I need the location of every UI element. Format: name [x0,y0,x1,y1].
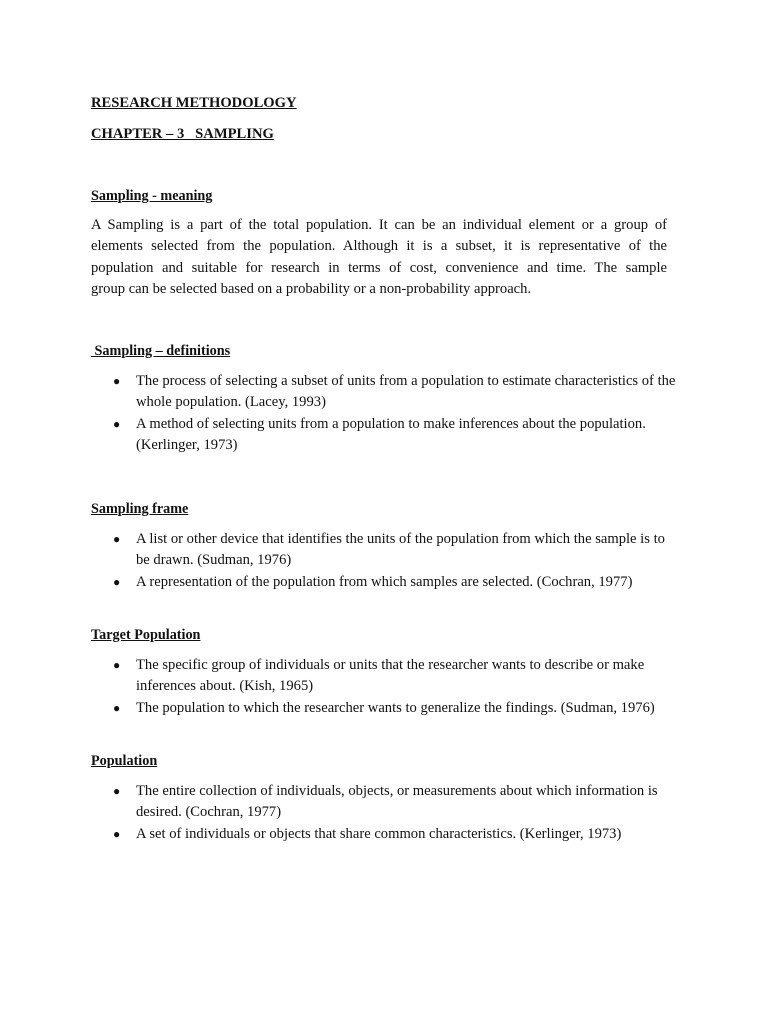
paragraph-line: A Sampling is a part of the total population. It can be an individual element or a group of [91,217,667,233]
bullet-icon: ● [113,374,121,388]
chapter-title: CHAPTER – 3 SAMPLING [91,126,274,142]
definitions-list [0,371,768,456]
list-item [0,572,676,593]
list-item-text: A list or other device that identifies the units of the population from which the sample is to be drawn. (Sudman, 1976) [136,531,665,569]
paragraph-line: group can be selected based on a probability or a non-probability approach. [91,280,532,297]
list-item-text: The specific group of individuals or units that the researcher wants to describe or make inferences about. (Kish, 1965) [136,657,645,695]
bullet-icon: ● [113,532,121,546]
paragraph-line: elements selected from the population. Although it is a subset, it is representative of the [91,238,667,255]
section-heading-meaning: Sampling - meaning [91,188,213,204]
list-item [0,655,676,698]
list-item-text: A method of selecting units from a population to make inferences about the population. (Kerlinger, 1973) [136,415,646,453]
bullet-icon: ● [113,700,121,715]
list-item-text: A set of individuals or objects that share common characteristics. (Kerlinger, 1973) [136,825,622,842]
list-item [0,781,676,824]
target-population-list [0,655,768,719]
meaning-paragraph [91,215,667,300]
bullet-icon: ● [113,658,121,672]
list-item [0,414,676,457]
list-item [0,824,676,845]
list-item-text: The population to which the researcher wants to generalize the findings. (Sudman, 1976) [136,699,655,716]
section-heading-frame: Sampling frame [91,501,189,517]
list-item [0,371,676,414]
bullet-icon: ● [113,416,121,431]
list-item-text: A representation of the population from which samples are selected. (Cochran, 1977) [136,573,633,590]
list-item-text: The process of selecting a subset of units from a population to estimate characteristics of the whole population. (Lacey, 1993) [136,373,676,411]
document-title: RESEARCH METHODOLOGY [91,95,297,111]
section-heading-target-population: Target Population [91,627,201,643]
frame-list [0,529,768,593]
list-item [0,529,676,572]
bullet-icon: ● [113,826,121,841]
list-item-text: The entire collection of individuals, objects, or measurements about which information is desired. (Cochran, 1977) [136,783,658,821]
section-heading-population: Population [91,753,158,769]
paragraph-line: population and suitable for research in terms of cost, convenience and time. The sample [91,259,667,276]
list-item [0,698,676,719]
bullet-icon: ● [113,574,121,589]
section-heading-definitions: Sampling – definitions [91,343,231,359]
population-list [0,781,768,845]
bullet-icon: ● [113,784,121,798]
